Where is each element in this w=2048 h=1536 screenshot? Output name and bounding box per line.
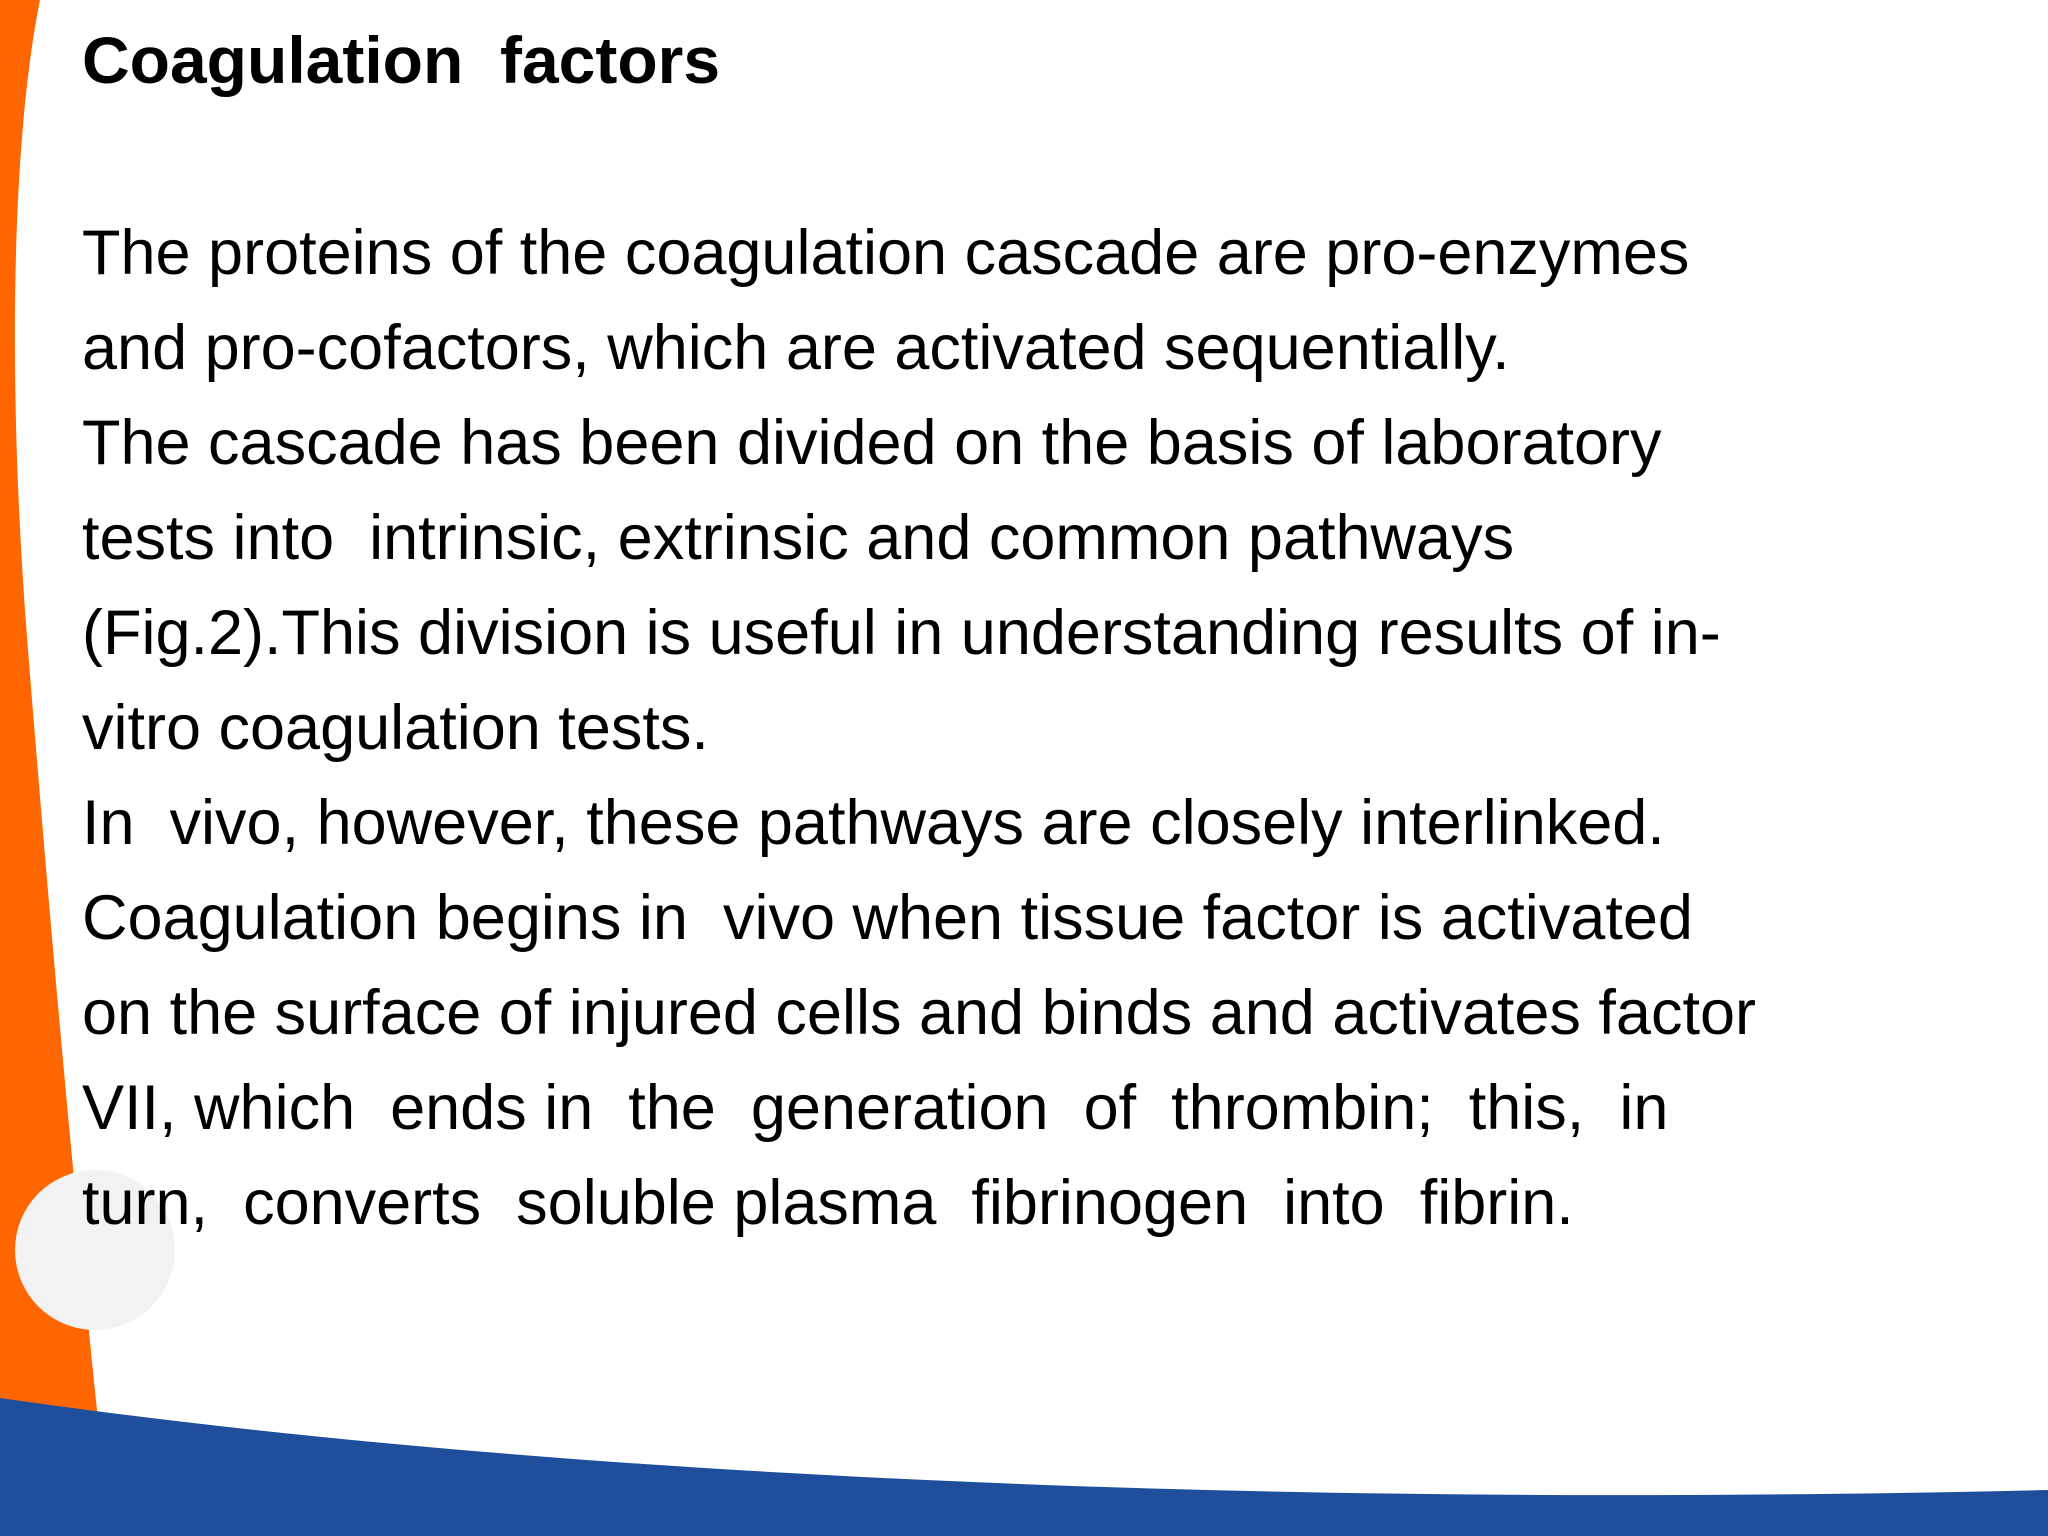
- slide-body: [82, 206, 2042, 1251]
- body-line: and pro-cofactors, which are activated sequentially.: [82, 313, 1510, 383]
- body-line: Coagulation begins in vivo when tissue factor is activated: [82, 883, 1693, 953]
- body-line: turn, converts soluble plasma fibrinogen into fibrin.: [82, 1168, 1574, 1238]
- body-line: vitro coagulation tests.: [82, 693, 709, 763]
- body-line: In vivo, however, these pathways are closely interlinked.: [82, 788, 1665, 858]
- slide-title: Coagulation factors: [82, 23, 721, 97]
- body-line: VII, which ends in the generation of thrombin; this, in: [82, 1073, 1669, 1143]
- body-line: The cascade has been divided on the basis of laboratory: [82, 408, 1662, 478]
- body-line: The proteins of the coagulation cascade are pro-enzymes: [82, 218, 1690, 288]
- body-line: on the surface of injured cells and binds and activates factor: [82, 978, 1756, 1048]
- body-line: (Fig.2).This division is useful in understanding results of in-: [82, 598, 1721, 668]
- body-line: tests into intrinsic, extrinsic and common pathways: [82, 503, 1515, 573]
- blue-wave: [0, 1398, 2048, 1536]
